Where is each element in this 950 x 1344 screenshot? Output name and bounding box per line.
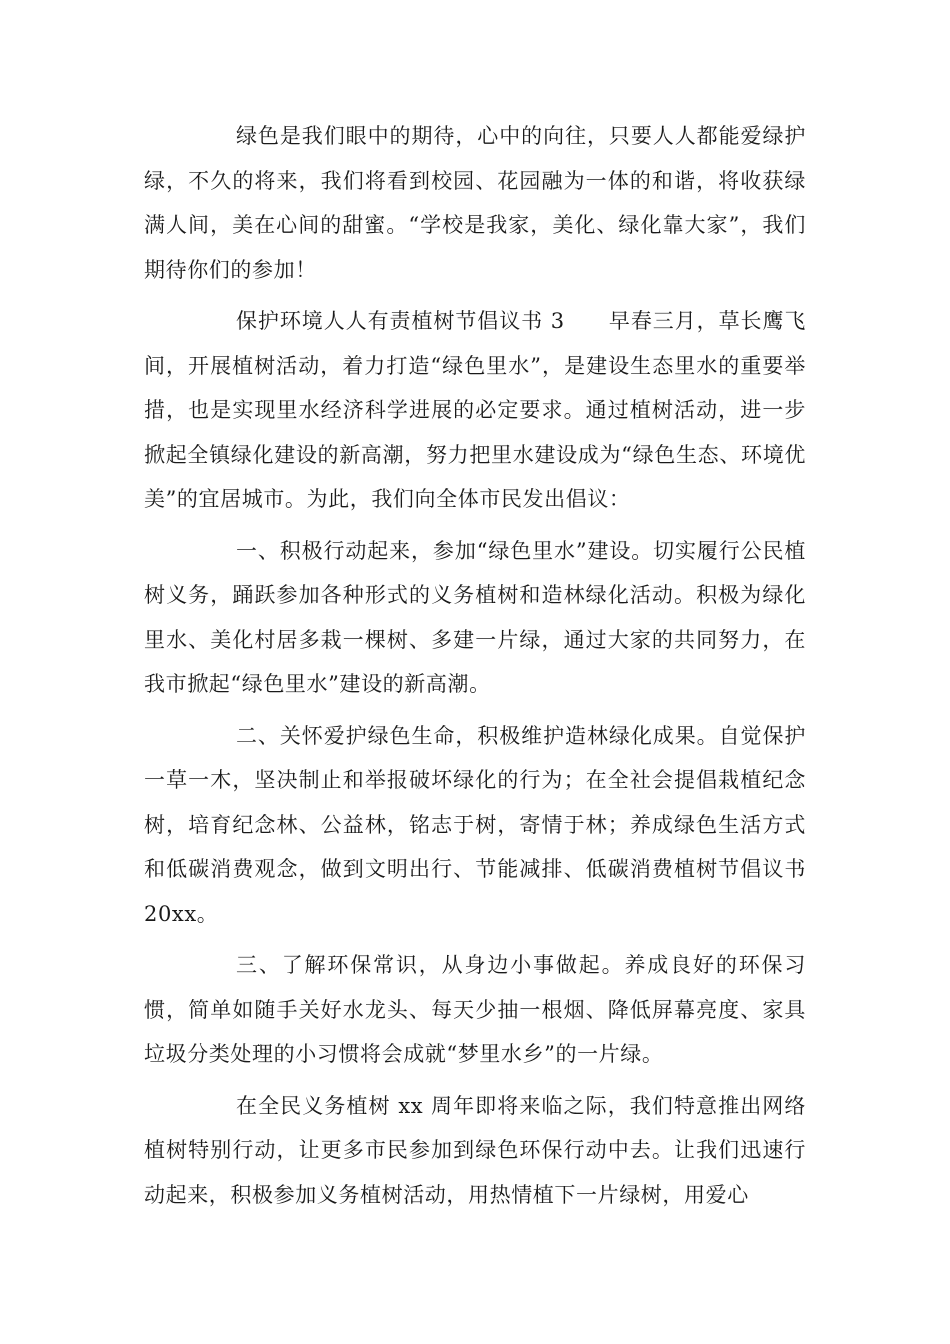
paragraph-call-to-action: 在全民义务植树 xx 周年即将来临之际，我们特意推出网络植树特别行动，让更多市民参加到绿色环保行动中去。让我们迅速行动起来，积极参加义务植树活动，用热情植下一片绿树，用爱心	[144, 1093, 806, 1207]
paragraph-proposal-intro: 保护环境人人有责植树节倡议书 3 早春三月，草长鹰飞间，开展植树活动，着力打造“绿色里水”，是建设生态里水的重要举措，也是实现里水经济科学进展的必定要求。通过植树活动，进一步掀起全镇绿化建设的新高潮，努力把里水建设成为“绿色生态、环境优美”的宜居城市。为此，我们向全体市民发出倡议：	[144, 309, 806, 511]
paragraph-point-one: 一、积极行动起来，参加“绿色里水”建设。切实履行公民植树义务，踊跃参加各种形式的义务植树和造林绿化活动。积极为绿化里水、美化村居多栽一棵树、多建一片绿，通过大家的共同努力，在我市掀起“绿色里水”建设的新高潮。	[144, 538, 806, 696]
paragraph-green-expectation: 绿色是我们眼中的期待，心中的向往，只要人人都能爱绿护绿，不久的将来，我们将看到校园、花园融为一体的和谐，将收获绿满人间，美在心间的甜蜜。“学校是我家，美化、绿化靠大家”，我们期待你们的参加！	[144, 124, 806, 282]
paragraph-point-two: 二、关怀爱护绿色生命，积极维护造林绿化成果。自觉保护一草一木，坚决制止和举报破坏绿化的行为；在全社会提倡栽植纪念树，培育纪念林、公益林，铭志于树，寄情于林；养成绿色生活方式和低碳消费观念，做到文明出行、节能减排、低碳消费植树节倡议书 20xx。	[144, 723, 806, 926]
document-body	[144, 114, 806, 1217]
paragraph-point-three: 三、了解环保常识，从身边小事做起。养成良好的环保习惯，简单如随手关好水龙头、每天少抽一根烟、降低屏幕亮度、家具垃圾分类处理的小习惯将会成就“梦里水乡”的一片绿。	[144, 953, 806, 1066]
